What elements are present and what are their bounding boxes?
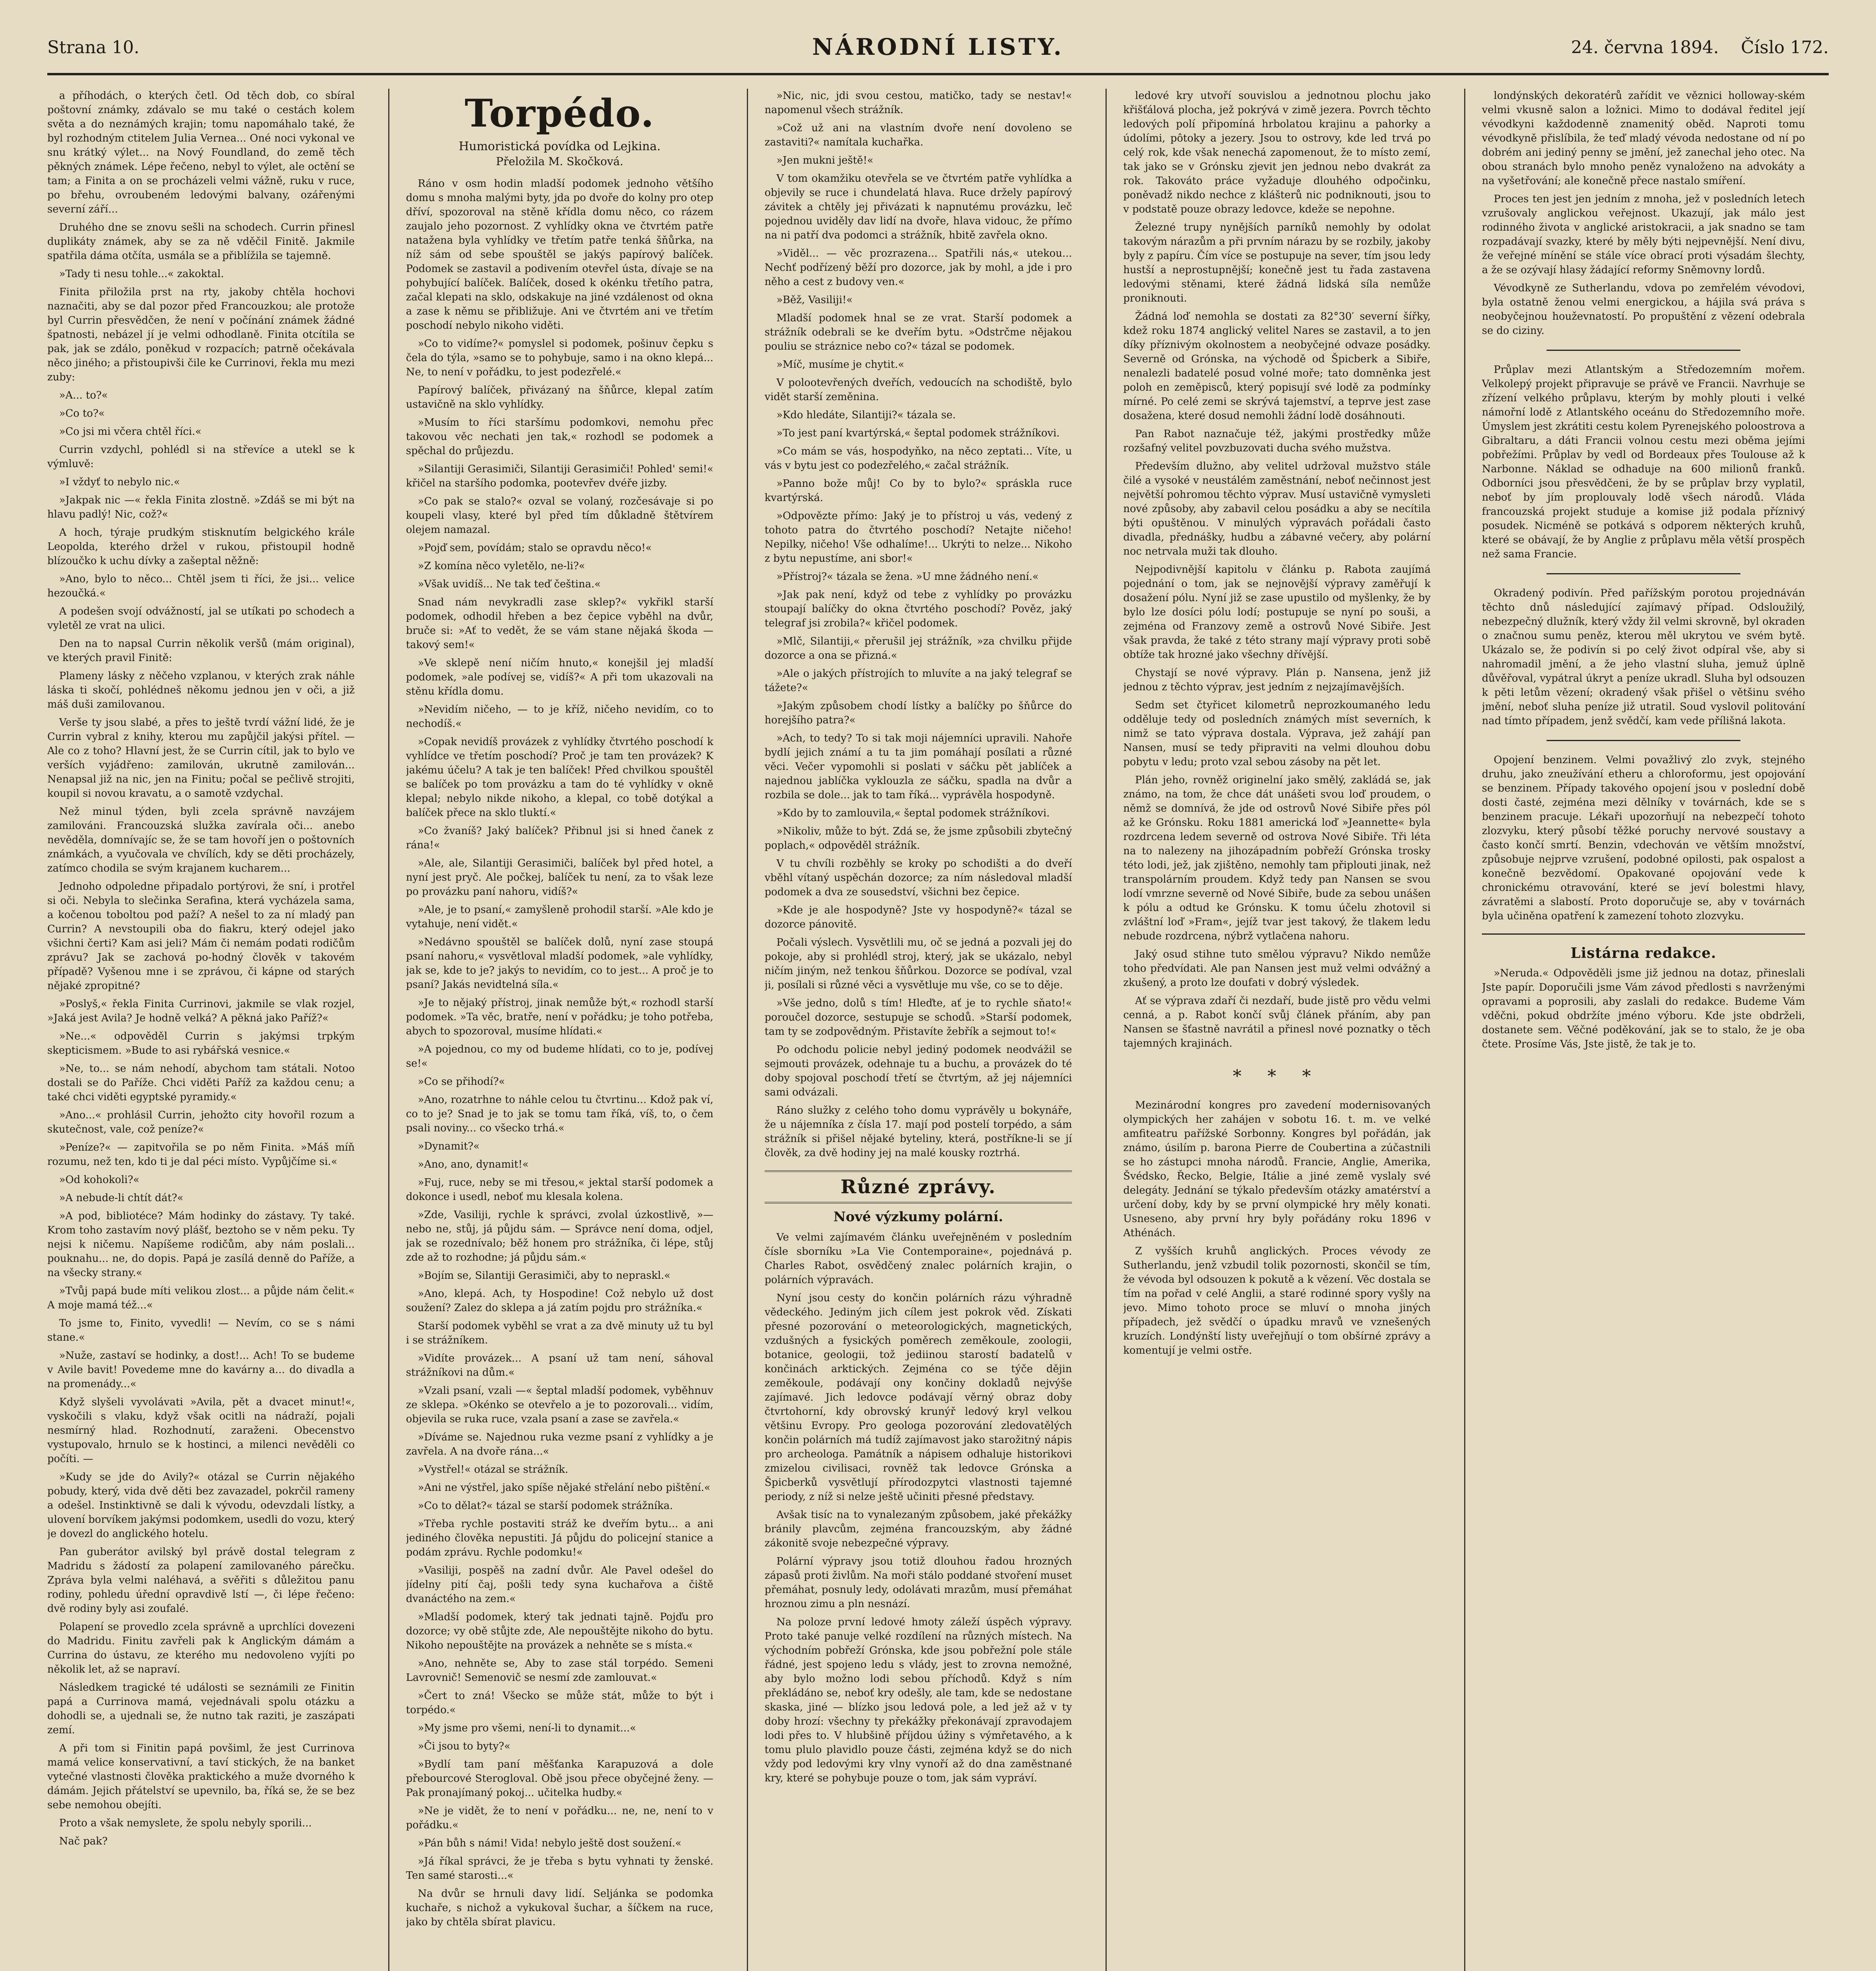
paragraph: »A pojednou, co my od budeme hlídati, co to je, podívej se!« [406, 1043, 713, 1069]
paragraph: Mladší podomek hnal se ze vrat. Starší podomek a strážník odebrali se ke dveřím bytu. »Odstrčme nějakou pouliu se stráznice nebo co?« tázal se podomek. [765, 312, 1072, 352]
paragraph: »Poslyš,« řekla Finita Currinovi, jakmile se vlak rozjel, »Jaká jest Avila? Je hodně velká? A pěkná jako Paříž?« [47, 998, 355, 1024]
paragraph: A podešen svojí odvážností, jal se utíkati po schodech a vyletěl ze vrat na ulici. [47, 605, 355, 632]
story-subtitle: Humoristická povídka od Lejkina. [458, 140, 661, 153]
paragraph: »Ano, nehněte se, Aby to zase stál torpédo. Semeni Lavrovnič! Semenovič se nesmí zde zamlouvat.« [406, 1658, 713, 1684]
paragraph: »Jakpak nic —« řekla Finita zlostně. »Zdáš se mi být na hlavu padlý! Nic, což?« [47, 494, 355, 520]
paragraph: Ráno služky z celého toho domu vyprávěly u bokynáře, že u nájemníka z čísla 17. mají pod postelí torpédo, a sám strážník si přišel nějaké byteliny, která, postříkne-li se jí člověk, za dvě hodiny jej na malé kousky roztrhá. [765, 1105, 1072, 1159]
paragraph: »Od kohokoli?« [59, 1174, 140, 1186]
paragraph: Ráno v osm hodin mladší podomek jednoho většího domu s mnoha malými byty, jda po dvoře do kolny pro otep dříví, spozoroval na stěně křídla domu něco, co rázem zaujalo jeho pozornost. Z vyhlídky okna ve čtvrtém patře natažena byla vyhlídky ve třetím patře tenká šňůrka, na níž sám od sebe spouštěl se jakýs papírový balíček. Podomek se zastavil a podivením otevřel ústa, dívaje se na pohybující balíček. Balíček, dosed k okénku třetího patra, začal klepati na sklo, odskakuje na jiné vzdálenost od okna a zase k němu se přibližuje. Ani ve čtvrtém ani ve třetím poschodí nebylo nikoho viděti. [406, 178, 713, 332]
paragraph: »Viděl... — věc prozrazena... Spatřili nás,« utekou... Nechť podřízený běží pro dozorce, jak by mohl, a jde i pro něho a cest z budovy ven.« [765, 248, 1072, 288]
paragraph: Na dvůr se hrnuli davy lidí. Seljánka se podomka kuchaře, s nichož a vykukoval šuchar, a šíčkem na ruce, jako by chtěla sbírat plavicu. [406, 1888, 713, 1928]
paragraph: Vévodkyně ze Sutherlandu, vdova po zemřelém vévodovi, byla ostatně ženou velmi energickou, a hájila svá práva s neobyčejnou houževnatostí. Po propuštění z vězení odebrala se do ciziny. [1482, 282, 1805, 337]
story-ending [765, 89, 1072, 1160]
paragraph: »Třeba rychle postaviti stráž ke dveřím bytu... a ani jediného člověka nepustiti. Já půjdu do policejní stanice a podám zprávu. Rychle podomku!« [406, 1518, 713, 1558]
paragraph: Ve velmi zajímavém článku uveřejněném v posledním čísle sborníku »La Vie Contemporaine«, pojednává p. Charles Rabot, osvědčený znalec polárních krajin, o polárních výpravách. [765, 1231, 1072, 1286]
paragraph: Sedm set čtyřicet kilometrů neprozkoumaného ledu odděluje tedy od posledních známých míst severních, k nimž se tato výprava dostala. Výprava, jež zahájí pan Nansen, musí se tedy připraviti na velmi dlouhou dobu pobytu v ledu; proto vzal sebou zásoby na pět let. [1123, 699, 1431, 768]
paragraph: »Ano, bylo to něco... Chtěl jsem ti říci, že jsi... velice hezoučká.« [47, 573, 355, 599]
paragraph: Železné trupy nynějších parníků nemohly by odolat takovým nárazům a při prvním nárazu by se rozbily, jakoby byly z papíru. Čím více se postupuje na sever, tím jsou ledy hustší a neprostupnější; konečně jest tu řada zastavena ledovými stěnami, které žádná lidská síla nemůže proniknouti. [1123, 222, 1431, 304]
paragraph: »Co žvaníš? Jaký balíček? Přibnul jsi si hned čanek z rána!« [406, 825, 713, 851]
paragraph: »Ale o jakých přístrojích to mluvíte a na jaký telegraf se tážete?« [765, 668, 1072, 694]
paragraph: V tu chvíli rozběhly se kroky po schodišti a do dveří vběhl vítaný uspěchán dozorce; za ním následoval mladší podomek a dva ze sousedství, všichni bez čepice. [765, 858, 1072, 898]
paragraph: »Ano, rozatrhne to náhle celou tu čtvrtinu... Kdož pak ví, co to je? Snad je to jak se tomu tam říká, víš, to, o čem psali noviny... co všecko trhá.« [406, 1094, 713, 1134]
paragraph: Nyní jsou cesty do končin polárních rázu výhradně vědeckého. Jediným jich cílem jest pokrok věd. Získati přesné pozorování o meteorologických, magnetických, vzdušných a fysických poměrech zeměkoule, zoologii, botanice, geologii, tož jediinou starostí badatelů v končinách arktických. Zejména co se týče dějin zeměkoule, podávají ony končiny dokladů nejvýše zajímavé. Jich ledovce podávají věrný obraz doby čtvrtohorní, kdy obrovský krunýř ledový kryl velkou většinu Evropy. Pro geologa pozorování zledovatělých končin polárních má tudíž zajímavost jako starožitný nápis pro archeologa. Památník a nápisem odhaluje historikovi zmizelou civilisaci, rovněž tak ledovce Grónska a Špicberků vysvětlují přírodozpytci vlastnosti tajemné periody, z níž si nelze ještě učiniti přesné představy. [765, 1292, 1072, 1503]
paragraph: »Peníze?« — zapitvořila se po něm Finita. »Máš míň rozumu, než ten, kdo ti je dal péci místo. Vypůjčíme si.« [47, 1142, 355, 1168]
paragraph: »My jsme pro všemi, není-li to dynamit...« [418, 1722, 636, 1734]
paragraph: Pan Rabot naznačuje též, jakými prostředky může rozšafný velitel povzbuzovati ducha svého mužstva. [1123, 428, 1431, 454]
paragraph: Starší podomek vyběhl se vrat a za dvě minuty už tu byl i se strážníkem. [406, 1320, 713, 1346]
paragraph: V tom okamžiku otevřela se ve čtvrtém patře vyhlídka a objevily se ruce i chundelatá hlava. Ruce držely papírový závitek a chtěly jej přivázati k napnutému provázku, leč pojednou uviděly dav lidí na dvoře, hlava vidouc, že přímo na ni patří dva podomci a strážník, hbitě zavřela okno. [765, 173, 1072, 241]
section-title: Různé zprávy. [840, 1176, 996, 1198]
paragraph: ledové kry utvoří souvislou a jednotnou plochu jako křišťálová plocha, jež pokrývá v zimě jezera. Povrch těchto ledových polí připomíná hrbolatou krajinu a pahorky a údolími, pôtoky a jezery. Jsou to ostrovy, kde led trvá po celý rok, kde však nenechá zapomenout, že to místo zemí, tak jako se v Grónsku zjevit jen jednou nebo dvakrát za rok. Takováto práce vyžaduje dlouhého odpočinku, poněvadž nikdo nechce z klášterů nic podniknouti, jsou to v podstatě pouze obrazy ledovce, kdeže se nepohne. [1123, 90, 1431, 215]
paragraph: »Míč, musíme je chytit.« [776, 359, 904, 371]
paragraph: »Z komína něco vyletělo, ne-li?« [418, 560, 585, 572]
paragraph: »I vždyť to nebylo nic.« [59, 476, 180, 488]
paragraph: Plán jeho, rovněž originelní jako smělý, zakládá se, jak známo, na tom, že chce dát unášeti svou loď proudem, o němž se domnívá, že jde od ostrovů Nové Sibiře přes pól až ke Grónsku. Roku 1881 americká loď »Jeannette« byla rozdrcena ledem severně od ostrova Nové Sibiře. Tři léta na to nalezeny na jihozápadním pobřeží Grónska trosky této lodi, jež, jak zjištěno, nemohly tam připlouti jinak, než transpolárním proudem. Když tedy pan Nansen se svou lodí vmrzne severně od Nové Sibiře, bude za sebou unášen k pólu a odtud ke Grónsku. K tomu účelu zhotovil si zvláštní loď »Fram«, jejíž tvar jest takový, že tlakem ledu nebude rozdrcena, nýbrž vytlačena nahoru. [1123, 774, 1431, 942]
paragraph: Pan guberátor avilský byl právě dostal telegram z Madridu s žádostí za polapení zamilovaného párečku. Zpráva byla velmi naléhavá, a svěřiti s důležitou panu rodiny, pohledu úřední opravdivě lstí —, či lépe řečeno: dvě rodiny byly asi zoufalé. [47, 1546, 355, 1615]
paragraph: »Nic, nic, jdi svou cestou, matičko, tady se nestav!« napomenul všech strážník. [765, 90, 1072, 116]
paragraph: Den na to napsal Currin několik veršů (mám original), ve kterých pravil Finitě: [47, 638, 355, 664]
divider [1547, 740, 1740, 741]
article-title: Nové výzkumy polární. [833, 1209, 1003, 1225]
paragraph: »Pán bůh s námi! Vida! nebylo ještě dost soužení.« [418, 1837, 682, 1849]
column-4 [1123, 89, 1431, 1971]
newspaper-title: NÁRODNÍ LISTY. [812, 34, 1064, 60]
paragraph: »Co to dělat?« tázal se starší podomek strážníka. [418, 1500, 673, 1512]
paragraph: »Však uvidíš... Ne tak teď čeština.« [418, 578, 601, 590]
article-body [765, 1230, 1072, 1785]
paragraph: »Ano...« prohlásil Currin, jehožto city hovořil rozum a skutečnost, vale, což peníze?« [47, 1109, 355, 1135]
divider [1482, 933, 1805, 935]
paragraph: »Vasiliji, pospěš na zadní dvůr. Ale Pavel odešel do jídelny pití čaj, pošli tedy syna kuchařova a čiště dvanáctého na zem.« [406, 1565, 713, 1605]
news-item-canal [1482, 363, 1805, 561]
section-separator: * * * [1233, 1066, 1321, 1086]
paragraph: »Ne, to... se nám nehodí, abychom tam státali. Notoo dostali se do Paříže. Chci viděti Paříž za každou cenu; a také chci viděti egyptské pyramidy.« [47, 1063, 355, 1103]
paragraph: »Vzali psaní, vzali —« šeptal mladší podomek, vyběhnuv ze sklepa. »Okénko se otevřelo a je to pozorovali... vidím, objevila se ruka ruce, vzala psaní a zase se zavřela.« [406, 1385, 713, 1425]
paragraph: »Co se přihodí?« [418, 1076, 505, 1088]
paragraph: Polární výpravy jsou totiž dlouhou řadou hrozných zápasů proti živlům. Na moři stálo poddané stvoření muset přemáhat, posnuly ledy, odolávati mrazům, musí přemáhat hroznou zimu a pln nesnází. [765, 1556, 1072, 1610]
paragraph: »Ano, ano, dynamit!« [418, 1159, 529, 1170]
paragraph: »Vystřel!« otázal se strážník. [418, 1464, 568, 1475]
paragraph: »Nikoliv, může to být. Zdá se, že jsme způsobili zbytečný poplach,« odpověděl strážník. [765, 825, 1072, 851]
paragraph: »Ale, ale, Silantiji Gerasimiči, balíček byl před hotel, a nyní jest pryč. Ale počkej, balíček tu není, za to však leze po provázku paní nahoru, vidíš?« [406, 857, 713, 898]
divider [1547, 350, 1740, 351]
news-briefs [1123, 1098, 1431, 1358]
paragraph: Okradený podivín. Před pařížským porotou projednáván těchto dnů následující zajímavý případ. Odsloužilý, nebezpečný dlužník, který vždy žil velmi skrovně, byl okraden o značnou sumu peněz, kterou měl ukrytou ve svém bytě. Ukázalo se, že podivín si po celý život odpíral vše, aby si nahromadil jmění, a že jeho vlastní sluha, jemuž úplně důvěřoval, vypátral úkryt a peníze ukradl. Sluha byl odsouzen k pěti letům vězení; okradený však přišel o většinu svého jmění, neboť sluha peníze již utratil. Soud vyslovil politování nad tímto případem, jenž svědčí, kam vede přílišná lakota. [1482, 587, 1805, 727]
story-translator: Přeložila M. Skočková. [496, 155, 623, 168]
column-5 [1482, 89, 1805, 1971]
paragraph: Z vyšších kruhů anglických. Proces vévody ze Sutherlandu, jenž vzbudil tolik pozornosti, skončil se tím, že vévoda byl odsouzen k pokutě a k vězení. Věc dostala se tím na pořad v celé Anglii, a staré rodinné spory vyšly na jevo. Mimo tohoto proce se mluví o mnoha jiných případech, jež svědčí o úpadku mravů ve vznešených kruzích. Londýnští listy uveřejňují o tom obšírné zprávy a komentují je velmi ostře. [1123, 1245, 1431, 1356]
news-continuation [1482, 89, 1805, 338]
paragraph: »Já říkal správci, že je třeba s bytu vyhnati ty ženské. Ten samé starosti...« [406, 1855, 713, 1882]
paragraph: »Panno bože můj! Co by to bylo?« spráskla ruce kvartýrská. [765, 478, 1072, 504]
column-divider [1106, 89, 1107, 1971]
paragraph: »Je to nějaký přístroj, jinak nemůže být,« rozhodl starší podomek. »Ta věc, bratře, není v pořádku; je toho potřeba, abych to spozoroval, musíme hlídati.« [406, 997, 713, 1037]
paragraph: Opojení benzinem. Velmi považlivý zlo zvyk, stejného druhu, jako zneužívání etheru a chloroformu, jest opojování se benzinem. Případy takového opojení jsou v poslední době dosti časté, zejména mezi dělníky v továrnách, kde se s benzinem pracuje. Lékaři upozorňují na nebezpečí tohoto zlozvyku, který působí těžké poruchy nervové soustavy a často končí smrtí. Benzin, vdechován ve větším množství, způsobuje nejprve vzrušení, podobné opilosti, pak ospalost a konečně bezvědomí. Opakované opojování vede k chronickému otravování, které se jeví bolestmi hlavy, závratěmi a slabostí. Proto doporučuje se, aby v továrnách byla učiněna opatření k zamezení tohoto zlozvyku. [1482, 754, 1805, 922]
paragraph: Mezinárodní kongres pro zavedení modernisovaných olympických her zahájen v sobotu 16. t. m. ve velké amfiteatru pařížské Sorbonny. Kongres byl pořádán, jak známo, úsilím p. barona Pierre de Coubertina a zúčastnili se ho zástupci mnoha národů. Francie, Anglie, Amerika, Švédsko, Řecko, Belgie, Itálie a jiné země vyslaly své delegáty. Jednání se týkalo především otázky amatérství a určení doby, kdy by se první olympické hry měly konati. Usneseno, aby první hry byly pořádány roku 1896 v Athénách. [1123, 1099, 1431, 1239]
column-divider [388, 89, 389, 1971]
paragraph: »Ano, klepá. Ach, ty Hospodine! Což nebylo už dost soužení? Zalez do sklepa a já zatím pojdu pro strážníka.« [406, 1288, 713, 1314]
paragraph: »A... to?« [59, 389, 108, 401]
paragraph: londýnských dekoratérů zařídit ve věznici holloway-ském velmi vkusně salon a ložnici. Mimo to dodával ředitel její vévodkyni každodenně znamenitý oběd. Naproti tomu vévodkyně přislíbila, že teď mladý vévoda nedostane od ní po dobrém ani jediný penny se jmění, jež zanechal jeho otec. Na obou stranách bylo mnoho peněz vynaloženo na advokáty a na vyšetřování; ale konečně přece nastalo smíření. [1482, 90, 1805, 187]
paragraph: Druhého dne se znovu sešli na schodech. Currin přinesl duplikáty známek, aby se za ně vděčil Finitě. Jakmile spatřila dáma otčíta, usmála se a přiblížila se tajemně. [47, 222, 355, 262]
paragraph: »Či jsou to byty?« [418, 1740, 511, 1752]
paragraph: »Kdo by to zamlouvila,« šeptal podomek strážníkovi. [776, 807, 1050, 819]
paragraph: Žádná loď nemohla se dostati za 82°30′ severní šířky, kdež roku 1874 anglický velitel Nares se zastavil, a to jen díky příznivým okolnostem a neobyčejné odvaze posádky. Severně od Grónska, na východě od Špicberk a Sibiře, nenalezli badatelé posud volné moře; tato domněnka jest poloh en zeměpisců, který popisují své lodě za podmínky mírné. Po celé zemi se skrývá tajemství, a teprve jest zase dosažena, které dosud nemohli žádní lodě dosáhnouti. [1123, 311, 1431, 422]
paragraph: »Pojď sem, povídám; stalo se opravdu něco!« [418, 542, 652, 554]
paragraph: »Nevidím ničeho, — to je kříž, ničeho nevidím, co to nechodíš.« [406, 704, 713, 730]
paragraph: V polootevřených dveřích, vedoucích na schodiště, bylo vidět starší zeměnina. [765, 377, 1072, 403]
paragraph: »Bojím se, Silantiji Gerasimiči, aby to nepraskl.« [418, 1270, 671, 1282]
article-continuation [1123, 89, 1431, 1051]
column-1 [47, 89, 355, 1971]
paragraph: Chystají se nové výpravy. Plán p. Nansena, jenž již jednou z těchto výprav, jest jedním z nejzajímavějších. [1123, 667, 1431, 693]
paragraph: »Neruda.« Odpověděli jsme již jednou na dotaz, přineslali Jste papír. Doporučili jsme Vám závod předlosti s navrženými opravami a poprosili, aby zaslali do redakce. Budeme Vám vděčni, pokud obdržíte jméno výboru. Kde jste obdrželi, dostanete sem. Věčné poděkování, jak se to stalo, že je oba čtete. Prosíme Vás, Jste jistě, že tak je to. [1482, 967, 1805, 1050]
news-item-benzine [1482, 753, 1805, 923]
paragraph: »Fuj, ruce, neby se mi třesou,« jektal starší podomek a dokonce i usedl, neboť mu klesala kolena. [406, 1177, 713, 1203]
paragraph: »Odpovězte přímo: Jaký je to přístroj u vás, vedený z tohoto patra do čtvrtého poschodí? Netajte ničeho! Nepilky, ničeho! Vše odhalíme!... Ukrýti to nelze... Nikoho z bytu nepustíme, ani sbor!« [765, 510, 1072, 564]
paragraph: »Jakým způsobem chodí lístky a balíčky po šňůrce do horejšího patra?« [765, 700, 1072, 726]
paragraph: a příhodách, o kterých četl. Od těch dob, co sbíral poštovní známky, zdávalo se mu také o cestách kolem světa a do neznámých krajin; tomu napomáhalo také, že byl rozhodným ctitelem Julia Vernea... Oné noci vykonal ve snu krátký výlet... na Nový Foundland, do země těch pěkných známek. Lépe řečeno, nebyl to výlet, ale octění se tam; a Finita a on se procházeli velmi vážně, ruku v ruce, po břehu, ovroubeném ledovými balvany, ozářenými severní září... [47, 90, 355, 215]
paragraph: Počali výslech. Vysvětlili mu, oč se jedná a pozvali jej do pokoje, aby si prohlédl stroj, který, jak se ukázalo, nebyl ničím jiným, než tenkou šňůrkou. Dozorce se podíval, vzal ji, posílali si různé věci a vysvětluje mu vše, co se to děje. [765, 937, 1072, 991]
paragraph: »Ve sklepě není ničím hnuto,« konejšil jej mladší podomek, »ale podívej se, vidíš?« A při tom ukazovali na stěnu křídla domu. [406, 657, 713, 697]
paragraph: »Copak nevidíš provázek z vyhlídky čtvrtého poschodí k vyhlídce ve třetím poschodí? Proč je tam ten provázek? K jakému účelu? A tak je ten balíček! Před chvilkou spouštěl se balíček po tom provázku a tam do té vyhlídky v okně klepal; nebylo nikde nikoho, a klepal, co tobě dotýkal a balíček přece na sklo tluktí.« [406, 736, 713, 819]
section-header [765, 1170, 1072, 1203]
paragraph: »Ne je vidět, že to není v pořádku... ne, ne, není to v pořádku.« [406, 1805, 713, 1831]
paragraph: »Běž, Vasiliji!« [776, 294, 853, 306]
paragraph: »Vše jedno, dolů s tím! Hleďte, ať je to rychle sňato!« poroučel dozorce, sestupuje se schodů. »Starší podomek, tam ty se zodpovědným. Přistavíte žebřík a sejmout to!« [765, 997, 1072, 1038]
paragraph: »To jest paní kvartýrská,« šeptal podomek strážníkovi. [776, 427, 1060, 439]
story-title: Torpédo. [464, 91, 655, 136]
paragraph: A hoch, týraje prudkým stisknutím belgického krále Leopolda, kterého držel v rukou, přistoupil hodně blízoučko k uchu dívky a zašeptal něžně: [47, 527, 355, 567]
paragraph: Nač pak? [59, 1835, 108, 1847]
paragraph: Především dlužno, aby velitel udržoval mužstvo stále čilé a vysoké v neustálém zaměstnání, neboť nečinnost jest největší pohromou těchto výprav. Musí ustavičně vymysleti nové způsoby, aby zabavil celou posádku a aby se necítila býti opuštěnou. V minulých výpravách pořádali často divadla, přednášky, hudbu a zábavné večery, aby polární noc netrvala muži tak dlouho. [1123, 460, 1431, 557]
paragraph: »Co pak se stalo?« ozval se volaný, rozčesávaje si po koupeli vlasy, které byl před tím důkladně štětvírem olejem namazal. [406, 496, 713, 536]
paragraph: Finita přiložila prst na rty, jakoby chtěla hochovi naznačiti, aby se dal pozor před Francouzkou; ale protože byl Currin přesvědčen, že není v počínání známek žádné špatnosti, nebázel jí je velmi odhodlaně. Finita otcítila se pak, jak se zdálo, poněkud v rozpacích; patrně očekávala něco jiného; a přistoupivši čile ke Currinovi, řekla mu mezi zuby: [47, 286, 355, 383]
paragraph: Proces ten jest jen jedním z mnoha, jež v posledních letech vzrušovaly anglickou veřejnost. Ukazují, jak málo jest rodinného života v anglické aristokracii, a jak snadno se tam rozpadávají svazky, které by měly býti nejpevnější. Není divu, že veřejné mínění se stále více obrací proti výsadám šlechty, a že se ozývají hlasy žádající reformy Sněmovny lordů. [1482, 193, 1805, 276]
paragraph: Avšak tisíc na to vynalezaným způsobem, jaké překážky bránily plavcům, zejména francouzským, aby žádné zákonitě svoje nebezpečné výpravy. [765, 1509, 1072, 1549]
issue-date: 24. června 1894. [1571, 37, 1719, 58]
paragraph: »Mlč, Silantiji,« přerušil jej strážník, »za chvilku přijde dozorce a ona se přizná.« [765, 635, 1072, 661]
paragraph: »Nuže, zastaví se hodinky, a dost!... Ach! To se budeme v Avile bavit! Povedeme mne do kavárny a... do divadla a na promenády...« [47, 1350, 355, 1390]
paragraph: Ať se výprava zdaří či nezdaří, bude jistě pro vědu velmi cenná, a p. Rabot končí svůj článek přáním, aby pan Nansen se šťastně navrátil a přinesl nové poznatky o těch tajemných krajinách. [1123, 995, 1431, 1049]
paragraph: A při tom si Finitin papá povšiml, že jest Currinova mamá velice konservativní, a taví stických, že na banket vytečné vlastnosti člověka praktického a muže dvorného k dámám. Jejich přátelství se upevnilo, ba, říká se, že se bez sebe nemohou obejíti. [47, 1742, 355, 1811]
column-2 [406, 89, 713, 1971]
paragraph: »Mladší podomek, který tak jednati tajně. Pojďu pro dozorce; vy obě stůjte zde, Ale nepouštějte nikoho do bytu. Nikoho nepouštějte na provázek a nehněte se s místa.« [406, 1611, 713, 1651]
paragraph: Proto a však nemyslete, že spolu nebyly sporili... [59, 1817, 312, 1829]
news-item-robbery [1482, 586, 1805, 728]
editorial-mailbox-title: Listárna redakce. [1571, 945, 1716, 961]
paragraph: »Co to vidíme?« pomyslel si podomek, pošinuv čepku s čela do týla, »samo se to pohybuje, samo i na okno klepá... Ne, to není v pořádku, to jest podezřelé.« [406, 338, 713, 378]
paragraph: »Jak pak není, když od tebe z vyhlídky po provázku stoupají balíčky do okna čtvrtého poschodí? Pověz, jaký telegraf jsi zrobila?« křičel podomek. [765, 589, 1072, 629]
page-number: Strana 10. [47, 37, 140, 58]
paragraph: »Tvůj papá bude míti velikou zlost... a půjde nám čelit.« A moje mamá též...« [47, 1285, 355, 1311]
story-body [406, 177, 713, 1929]
paragraph: Jednoho odpoledne připadalo portýrovi, že sní, i protřel si oči. Nebyla to slečinka Serafina, která vycházela sama, a kočenou toboltou pod paží? A nešel to za ní mladý pan Currin? A nevstoupili oba do fiakru, který odejel jako všichni čerti? Kam asi jeli? Mám či nemám podati rodičům zprávu? Jak se zachová po-hodný člověk v takovém případě? Vyšenou mne i se zprávou, či kápne od starých nějaké zpropitné? [47, 881, 355, 992]
paragraph: »Kde je ale hospodyně? Jste vy hospodyně?« tázal se dozorce pánovitě. [765, 904, 1072, 930]
paragraph: Verše ty jsou slabé, a přes to ještě tvrdí vážní lidé, že je Currin vybral z knihy, kterou mu zapůjčil jakýsi přítel. — Ale co z toho? Hlavní jest, že se Currin cítil, jak to bylo ve verších vyjádřeno: zamilován, ukrutně zamilován... Nenapsal již na nic, jen na Finitu; počal se pečlivě strojiti, koupil si novou kravatu, a o samotě vzdychal. [47, 717, 355, 799]
paragraph: To jsme to, Finito, vyvedli! — Nevím, co se s námi stane.« [47, 1317, 355, 1343]
paragraph: »Ach, to tedy? To si tak moji nájemníci upravili. Nahoře bydlí jejich známí a tu ta jim pomáhají posílati a různé věci. Večer vypomohli si poslati v sáčku pět jablíček a najednou jablíčka vyklouzla ze sáčku, spadla na dvůr a rozbila se dole... jak to tam říká... vyprávěla hospodyně. [765, 732, 1072, 801]
column-divider [747, 89, 748, 1971]
paragraph: »Bydlí tam paní měšťanka Karapuzová a dole přebourcové Sterogloval. Obě jsou přece obyčejné ženy. — Pak pronajímaný pokoj... učitelka hudby.« [406, 1759, 713, 1799]
paragraph: »Ani ne výstřel, jako spíše nějaké střelání nebo pištění.« [418, 1482, 711, 1494]
date-issue [1571, 37, 1829, 58]
paragraph: »Musím to říci staršímu podomkovi, nemohu přec takovou věc nechati jen tak,« rozhodl se podomek a spěchal do průjezdu. [406, 417, 713, 457]
paragraph: »Jen mukni ještě!« [776, 155, 874, 166]
paragraph: Papírový balíček, přivázaný na šňůrce, klepal zatím ustavičně na sklo vyhlídky. [406, 384, 713, 410]
paragraph: »A nebude-li chtít dát?« [59, 1192, 184, 1204]
divider [1547, 573, 1740, 574]
column-divider [1464, 89, 1465, 1971]
paragraph: Než minul týden, byli zcela správně navzájem zamilováni. Francouzská služka zavírala oči... anebo nevěděla, domnívajíc se, že se tam hovoří jen o poštovních známkách, a vyučovala ve chvílích, kdy se děti procházely, zatímco chodila se svým krajanem kucharem... [47, 806, 355, 874]
paragraph: »Díváme se. Najednou ruka vezme psaní z vyhlídky a je zavřela. A na dvoře rána...« [406, 1431, 713, 1457]
paragraph: »Co jsi mi včera chtěl říci.« [59, 426, 202, 438]
paragraph: Nejpodivnější kapitolu v článku p. Rabota zaujímá pojednání o tom, jak se nejnovější výpravy zaměřují k dosažení pólu. Nyní již se zase upustilo od myšlenky, že by bylo lze dosíci pólu lodí; postupuje se nyní po souši, a zejména od Franzovy země a ostrovů Nové Sibiře. Jest však pravda, že také z této strany mají výpravy proti sobě obtíže tak hrozné jako všechny dřívější. [1123, 564, 1431, 661]
paragraph: Na poloze první ledové hmoty záleží úspěch výpravy. Proto také panuje velké rozdílení na různých místech. Na východním pobřeží Grónska, kde jsou pobřežní pole stále řádné, jest spojeno ledu s vlády, jest to zrovna nemožné, aby bylo možno lodi sebou příchodů. Když s ním překládáno se, neboť kry odešly, ale tam, kde se nedostane skaska, jiné — blízko jsou ledová pole, a led jež až v ty doby hrozí: všechny ty překážky překonávají zpravodajem lodi přes to. V hlubšině příjdou úžiny s výmřetavého, a k tomu plulo plavidlo pouze části, zejména když se do nich vždy pod ledovými kry vlny vynoří až do dna zaměstnané kry, které se pohybuje pouze o tom, jak sám vypráví. [765, 1616, 1072, 1784]
header-rule [47, 73, 1829, 75]
column-3 [765, 89, 1072, 1971]
paragraph: »A pod, bibliotéce? Mám hodinky do zástavy. Ty také. Krom toho zastavím nový plášť, beztoho se v něm peku. Ty nejsi k ničemu. Napíšeme rodičům, aby nám poslali... pouknahu... ne, do dopis. Papá je zasílá denně do Paříže, a na všecky strany.« [47, 1210, 355, 1279]
paragraph: »Co mám se vás, hospodyňko, na něco zeptati... Víte, u vás v bytu jest co podezřelého,« začal strážník. [765, 445, 1072, 471]
paragraph: Průplav mezi Atlantským a Středozemním mořem. Velkolepý projekt připravuje se právě ve Francii. Navrhuje se zřízení velkého průplavu, kterým by mohly plouti i velké námořní lodě z Atlantského oceánu do Středozemního moře. Úmyslem jest zkrátiti cestu kolem Pyrenejského poloostrova a Gibraltaru, a dáti Francii volnou cestu mezi oběma jejími pobřežími. Průplav by vedl od Bordeaux přes Toulouse až k Narbonne. Náklad se odhaduje na 600 milionů franků. Odborníci jsou přesvědčeni, že by se průplav brzy vyplatil, neboť by jím proplouvaly lodě všech národů. Vláda francouzská projekt studuje a komise již podala příznivý posudek. Nicméně se potkává s odporem některých kruhů, které se obávají, že by Anglie z průplavu měla větší prospěch než sama Francie. [1482, 364, 1805, 560]
issue-number: Číslo 172. [1741, 37, 1829, 58]
paragraph: »Přístroj?« tázala se žena. »U mne žádného není.« [776, 571, 1039, 583]
editorial-mailbox [1482, 966, 1805, 1051]
paragraph: »Dynamit?« [418, 1140, 480, 1152]
paragraph: »Vidíte provázek... A psaní už tam není, sáhoval strážníkovi na dům.« [406, 1353, 713, 1379]
paragraph: Když slyšeli vyvolávati »Avila, pět a dvacet minut!«, vyskočili s vlaku, když však ocitli na nádraží, pojali nesmírný hlad. Rozhodnutí, zaraženi. Obecenstvo vystupovalo, hrnulo se k hostinci, a milenci nevěděli co počíti. — [47, 1396, 355, 1465]
page-header [47, 22, 1829, 81]
paragraph: »Silantiji Gerasimiči, Silantiji Gerasimiči! Pohled' semi!« křičel na staršího podomka, pootevřev dvéře jizby. [406, 463, 713, 489]
paragraph: Následkem tragické té události se seznámili ze Finitin papá a Currinova mamá, vejednávali spolu otázku a dohodli se, a ujednali se, že nutno tak raziti, je zaszápati zemí. [47, 1682, 355, 1736]
paragraph: Jaký osud stihne tuto smělou výpravu? Nikdo nemůže toho předvídati. Ale pan Nansen jest muž velmi odvážný a zkušený, a proto lze doufati v dobrý výsledek. [1123, 948, 1431, 989]
paragraph: »Nedávno spouštěl se balíček dolů, nyní zase stoupá psaní nahoru,« vysvětloval mladší podomek, »ale vyhlídky, jak se, kde to je? jakýs to nevidím, co to jest... A proč je to psaní? Jakás nevidtelná síla.« [406, 936, 713, 991]
paragraph: Currin vzdychl, pohlédl si na střevíce a utekl se k výmluvě: [47, 444, 355, 470]
story-continuation [47, 89, 355, 1848]
paragraph: »Ne...« odpověděl Currin s jakýmsi trpkým skepticismem. »Bude to asi rybářská vesnice.« [47, 1030, 355, 1056]
paragraph: »Tady ti nesu tohle...« zakoktal. [59, 268, 224, 280]
paragraph: Snad nám nevykradli zase sklep?« vykřikl starší podomek, odhodil hřeben a bez čepice vyběhl na dvůr, bruče si: »Ať to vedět, že se vám stane nějaká škoda — takový sem!« [406, 596, 713, 651]
paragraph: »Kudy se jde do Avily?« otázal se Currin nějakého pobudy, který, vida dvě děti bez zavazadel, pokrčil rameny a odešel. Instinktivně se dali k vývodu, odevzdali lístky, a ulovení borvíkem jakýmsi podomkem, usedli do vozu, který je dovezl do anglického hotelu. [47, 1471, 355, 1540]
paragraph: Po odchodu policie nebyl jediný podomek neodvážil se sejmouti provázek, odehnaje tu a buchu, a provázek do té doby spojoval poschodí třetí se čtvrtým, až jej nájemníci sami odvázali. [765, 1044, 1072, 1098]
paragraph: Plameny lásky z něčeho vzplanou, v kterých zrak náhle láska ti skočí, pohlédneš někomu jednou jen v oči, a již máš duši zamilovanou. [47, 670, 355, 710]
paragraph: »Což už ani na vlastním dvoře není dovoleno se zastaviti?« namítala kuchařka. [765, 122, 1072, 148]
paragraph: »Co to?« [59, 408, 105, 419]
paragraph: »Ale, je to psaní,« zamyšleně prohodil starší. »Ale kdo je vytahuje, není vidět.« [406, 904, 713, 930]
paragraph: »Zde, Vasiliji, rychle k správci, zvolal úzkostlivě, »— nebo ne, stůj, já půjdu sám. — Správce není doma, odjel, jak se rozednívalo; běž honem pro strážníka, či lépe, stůj zde až to rozhodne; já půjdu sám.« [406, 1209, 713, 1263]
paragraph: Polapení se provedlo zcela správně a uprchlíci dovezeni do Madridu. Finitu zavřeli pak k Anglickým dámám a Currina do ústavu, ze kterého mu nedovoleno vyjíti po několik let, až se napraví. [47, 1621, 355, 1675]
paragraph: »Kdo hledáte, Silantiji?« tázala se. [776, 409, 956, 421]
paragraph: »Čert to zná! Všecko se může stát, může to být i torpédo.« [406, 1690, 713, 1716]
